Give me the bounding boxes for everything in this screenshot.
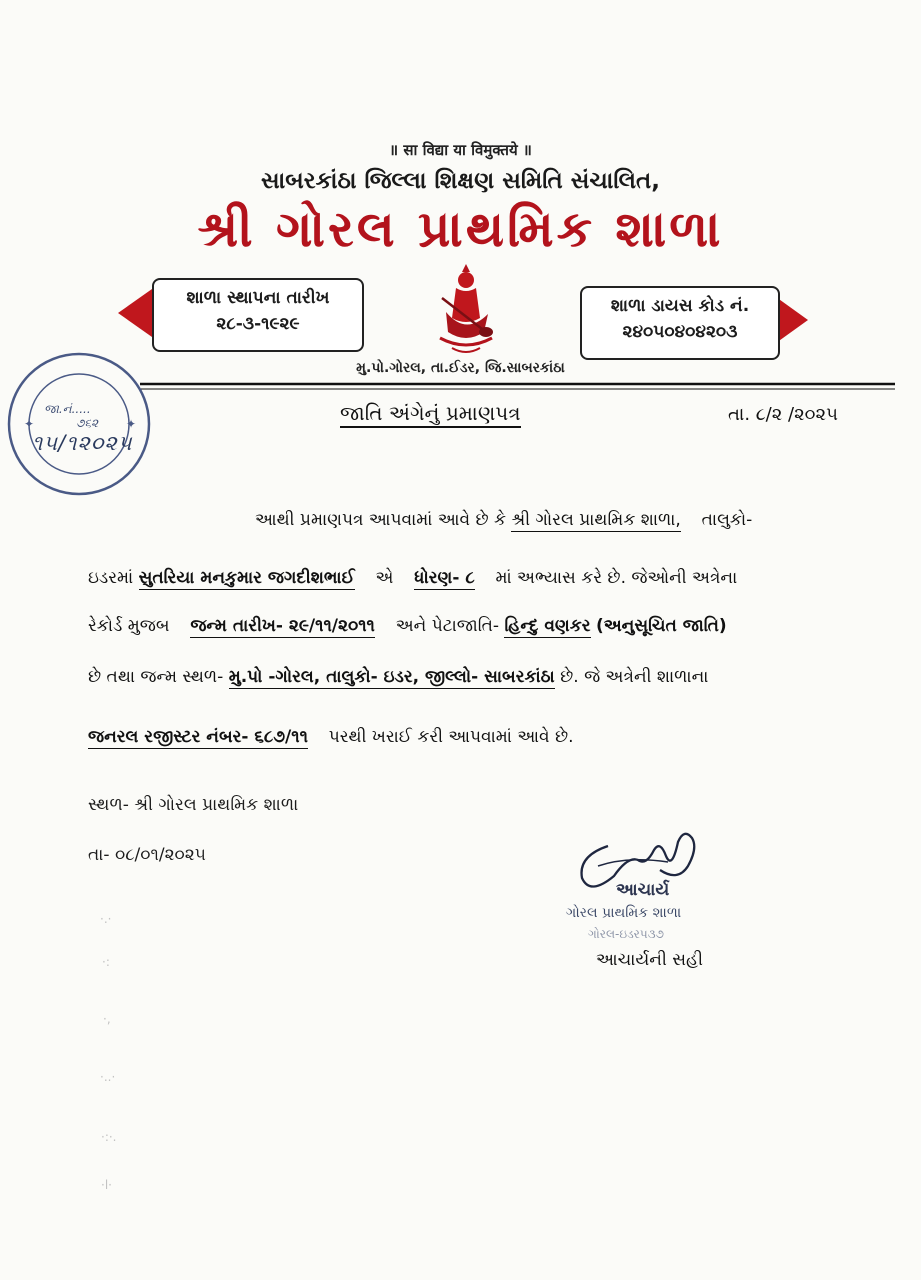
certificate-title: જાતિ અંગેનું પ્રમાણપત્ર xyxy=(340,401,521,428)
motto: ॥ सा विद्या या विमुक्तये ॥ xyxy=(389,141,532,159)
body-line-3 xyxy=(88,616,727,636)
register-number: જનરલ રજીસ્ટર નંબર- ૬૮૭/૧૧ xyxy=(88,727,308,747)
saraswati-emblem-icon xyxy=(440,264,493,352)
establishment-date: ૨૮-૩-૧૯૨૯ xyxy=(216,314,300,334)
body-line-4 xyxy=(88,667,708,687)
faint-mark: ·..· xyxy=(100,1070,116,1084)
sub-caste: હિન્દુ વણકર xyxy=(504,616,591,636)
school-name: શ્રી ગોરલ પ્રાથમિક શાળા xyxy=(197,200,724,258)
text-span: પરથી ખરાઈ કરી આપવામાં આવે છે. xyxy=(328,727,574,747)
birth-place: મુ.પો -ગોરલ, તાલુકો- ઇડર, જીલ્લો- સાબરકાંઠા xyxy=(228,667,555,687)
text-span: છે. જે અત્રેની શાળાના xyxy=(560,667,709,687)
signature-school: ગોરલ પ્રાથમિક શાળા xyxy=(566,905,682,921)
text-span: તાલુકો- xyxy=(701,510,753,530)
right-arrow-icon xyxy=(776,297,808,343)
text-span: એ xyxy=(375,568,394,588)
body-line-2 xyxy=(88,568,737,588)
school-address: મુ.પો.ગોરલ, તા.ઈડર, જિ.સાબરકાંઠા xyxy=(356,360,565,376)
text-span: અને પેટાજાતિ- xyxy=(395,616,500,636)
footer-date: તા- ૦૮/૦૧/૨૦૨૫ xyxy=(88,845,206,865)
text-span: છે તથા જન્મ સ્થળ- xyxy=(88,667,224,687)
faint-mark: ·:·. xyxy=(101,1130,117,1144)
establishment-label: શાળા સ્થાપના તારીખ xyxy=(186,288,330,308)
dise-code-label: શાળા ડાયસ કોડ નં. xyxy=(610,296,750,316)
faint-mark: ·.· xyxy=(100,912,112,926)
text-span: રેકોર્ડ મુજબ xyxy=(88,616,170,636)
faint-mark: ·l· xyxy=(101,1178,112,1192)
body-line-1 xyxy=(255,510,752,530)
text-span: આથી પ્રમાણપત્ર આપવામાં આવે છે કે xyxy=(255,510,506,530)
text-span: માં અભ્યાસ કરે છે. જેઓની અત્રેના xyxy=(495,568,738,588)
establishment-box xyxy=(152,278,364,352)
principal-role: આચાર્ય xyxy=(616,880,670,900)
svg-text:✦: ✦ xyxy=(126,417,137,431)
signature-stamp-line: ગોરલ-ઇડરપ૩૭ xyxy=(588,927,664,941)
text-span: ઇડરમાં xyxy=(88,568,134,588)
dise-code-box xyxy=(580,286,780,360)
left-arrow-icon xyxy=(118,289,152,337)
body-line-5 xyxy=(88,727,574,747)
signature-caption: આચાર્યની સહી xyxy=(596,950,703,970)
place-line: સ્થળ- શ્રી ગોરલ પ્રાથમિક શાળા xyxy=(88,795,299,815)
svg-text:✦: ✦ xyxy=(24,417,35,431)
faint-mark: ·: xyxy=(102,955,110,969)
date-of-birth: જન્મ તારીખ- ૨૯/૧૧/૨૦૧૧ xyxy=(190,616,375,636)
issue-date: તા. ૮/૨ /૨૦૨૫ xyxy=(728,404,838,425)
stamp-handwritten: ૧૫/૧૨૦૨૫ xyxy=(32,431,133,455)
caste-category: (અનુસૂચિત જાતિ) xyxy=(595,616,727,636)
committee-line: સાબરકાંઠા જિલ્લા શિક્ષણ સમિતિ સંચાલિત, xyxy=(261,168,660,194)
student-standard: ધોરણ- ૮ xyxy=(414,568,475,588)
school-name-inline: શ્રી ગોરલ પ્રાથમિક શાળા, xyxy=(511,510,681,530)
student-name: સુતરિયા મનકુમાર જગદીશભાઈ xyxy=(138,568,355,588)
dise-code-value: ૨૪૦૫૦૪૦૪૨૦૩ xyxy=(622,322,738,342)
stamp-number-label: જા.નં..... xyxy=(44,402,91,416)
faint-mark: ·, xyxy=(103,1012,111,1026)
stamp-number-value: ૭૬૨ xyxy=(76,416,99,430)
